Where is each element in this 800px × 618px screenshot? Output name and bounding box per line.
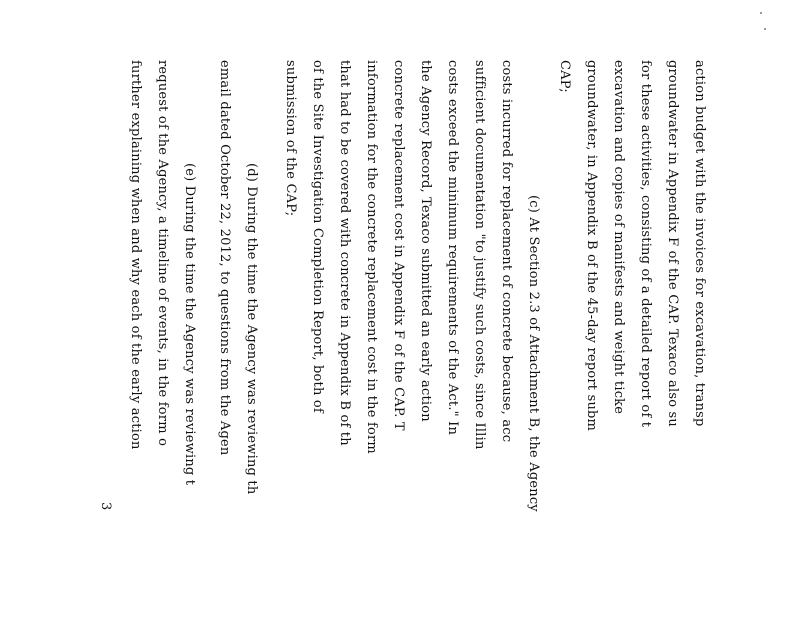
text-line: for these activities, consisting of a detailed report of t: [638, 60, 653, 428]
text-line: information for the concrete replacement cost in the form: [364, 60, 379, 454]
text-line: action budget with the invoices for excavation, transp: [692, 60, 707, 427]
text-line: groundwater in Appendix F of the CAP. Texaco also su: [665, 60, 680, 427]
text-line: (e) During the time the Agency was reviewing t: [182, 163, 197, 486]
page-number: 3: [98, 502, 113, 511]
text-line: (d) During the time the Agency was reviewing th: [244, 163, 259, 495]
text-line: further explaining when and why each of the early action: [128, 60, 143, 450]
scan-artifact: [764, 28, 766, 30]
text-line: sufficient documentation "to justify such costs, since Illin: [472, 60, 487, 450]
text-line: concrete replacement cost in Appendix F of the CAP. T: [391, 60, 406, 431]
text-line: submission of the CAP;: [283, 60, 298, 217]
text-line: costs incurred for replacement of concrete because, acc: [499, 60, 514, 443]
scan-artifact: [760, 12, 762, 14]
text-line: CAP;: [557, 60, 572, 93]
text-line: that had to be covered with concrete in Appendix B of th: [337, 60, 352, 446]
text-line: excavation and copies of manifests and weight ticke: [611, 60, 626, 415]
text-line: email dated October 22, 2012, to questions from the Agen: [217, 60, 232, 456]
text-line: of the Site Investigation Completion Report, both of: [310, 60, 325, 413]
text-line: the Agency Record, Texaco submitted an early action: [418, 60, 433, 422]
text-line: (c) At Section 2.3 of Attachment B, the Agency: [526, 195, 541, 512]
text-line: request of the Agency, a timeline of events, in the form o: [155, 60, 170, 447]
text-line: groundwater, in Appendix B of the 45-day report subm: [584, 60, 599, 432]
text-line: costs exceed the minimum requirements of the Act." In: [445, 60, 460, 436]
